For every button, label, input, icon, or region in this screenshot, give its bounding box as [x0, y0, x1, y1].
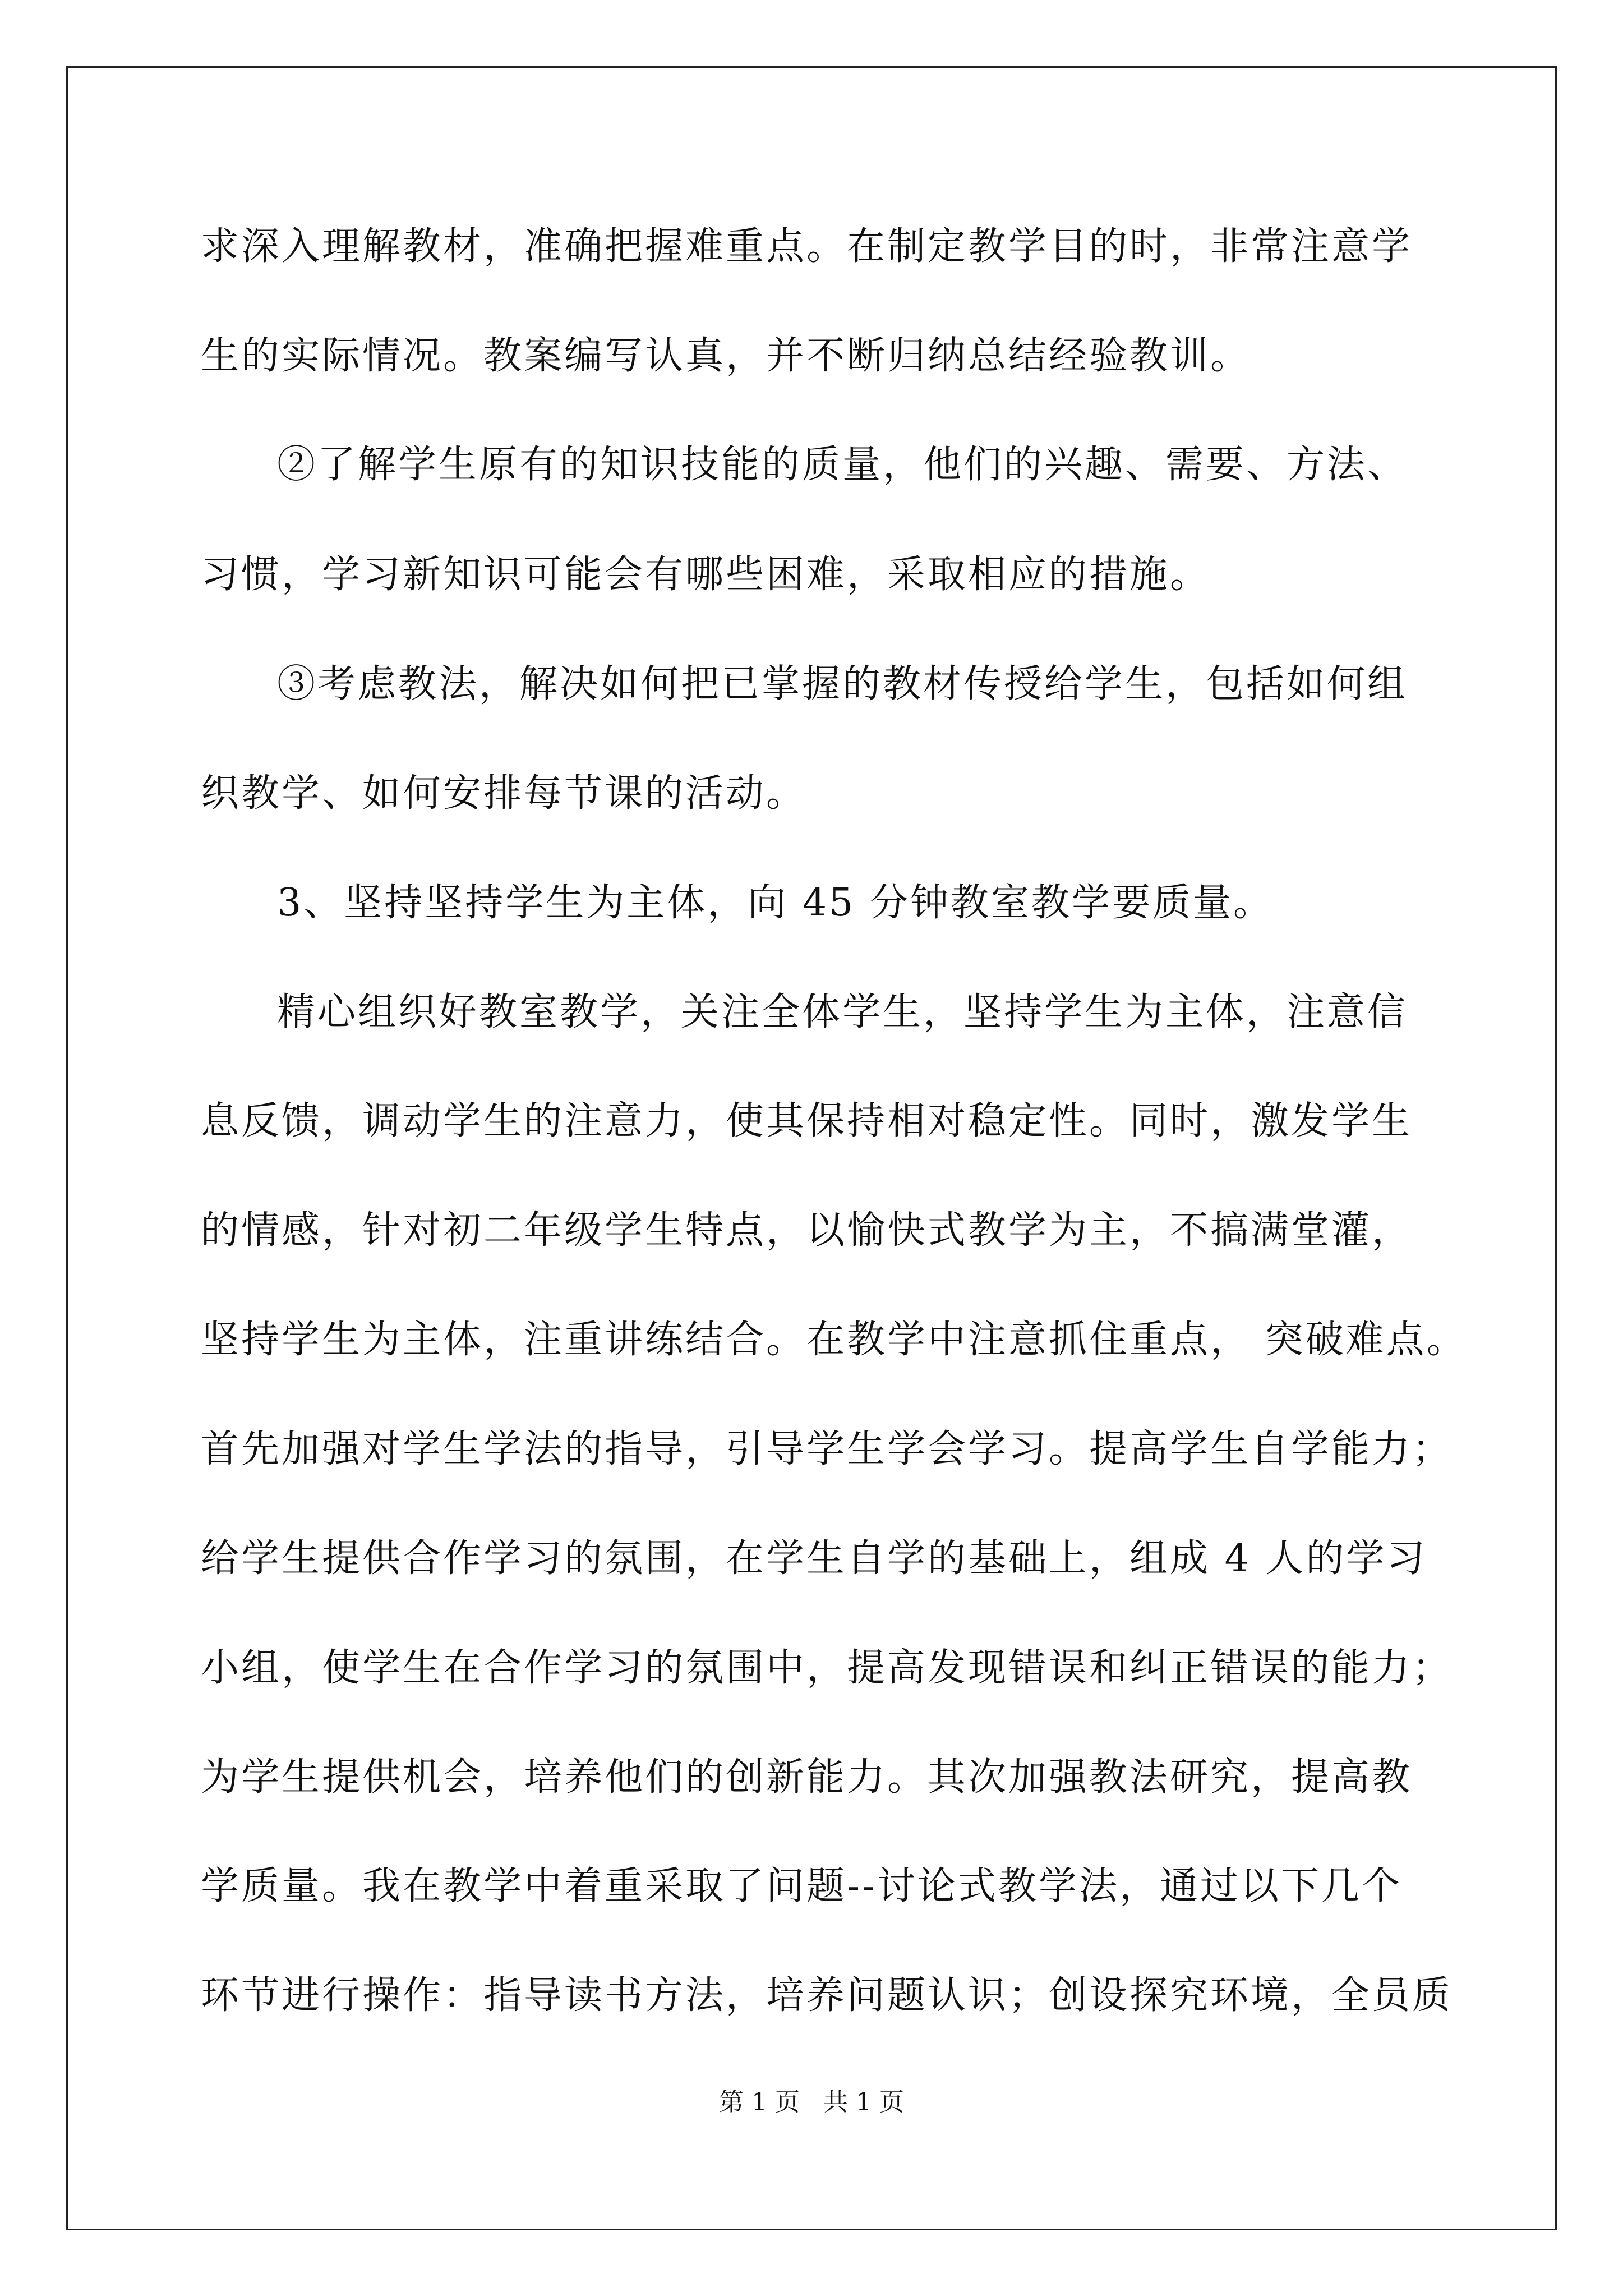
text-line: 学质量。我在教学中着重采取了问题--讨论式教学法，通过以下几个 [201, 1864, 1402, 1908]
text-line: 为学生提供机会，培养他们的创新能力。其次加强教法研究，提高教 [201, 1755, 1413, 1800]
text-line: 生的实际情况。教案编写认真，并不断归纳总结经验教训。 [201, 334, 1251, 378]
text-line: 求深入理解教材，准确把握难重点。在制定教学目的时，非常注意学 [201, 224, 1413, 269]
text-line: 小组，使学生在合作学习的氛围中，提高发现错误和纠正错误的能力； [201, 1646, 1453, 1690]
text-line: 的情感，针对初二年级学生特点，以愉快式教学为主，不搞满堂灌， [201, 1208, 1413, 1253]
text-line: 织教学、如何安排每节课的活动。 [201, 771, 807, 816]
text-line: 息反馈，调动学生的注意力，使其保持相对稳定性。同时，激发学生 [201, 1099, 1413, 1143]
text-line: ③考虑教法，解决如何把已掌握的教材传授给学生，包括如何组 [277, 662, 1408, 706]
text-line: 3、坚持坚持学生为主体，向 45 分钟教室教学要质量。 [277, 881, 1274, 925]
text-line: 精心组织好教室教学，关注全体学生，坚持学生为主体，注意信 [277, 990, 1408, 1034]
text-line: 坚持学生为主体，注重讲练结合。在教学中注意抓住重点， 突破难点。 [201, 1318, 1467, 1362]
text-line: 给学生提供合作学习的氛围，在学生自学的基础上，组成 4 人的学习 [201, 1536, 1427, 1581]
page-footer: 第 1 页 共 1 页 [719, 2088, 904, 2116]
text-line: ②了解学生原有的知识技能的质量，他们的兴趣、需要、方法、 [277, 443, 1408, 487]
text-line: 首先加强对学生学法的指导，引导学生学会学习。提高学生自学能力； [201, 1427, 1453, 1471]
text-line: 习惯，学习新知识可能会有哪些困难，采取相应的措施。 [201, 553, 1211, 597]
text-line: 环节进行操作：指导读书方法，培养问题认识；创设探究环境，全员质 [201, 1973, 1453, 2018]
